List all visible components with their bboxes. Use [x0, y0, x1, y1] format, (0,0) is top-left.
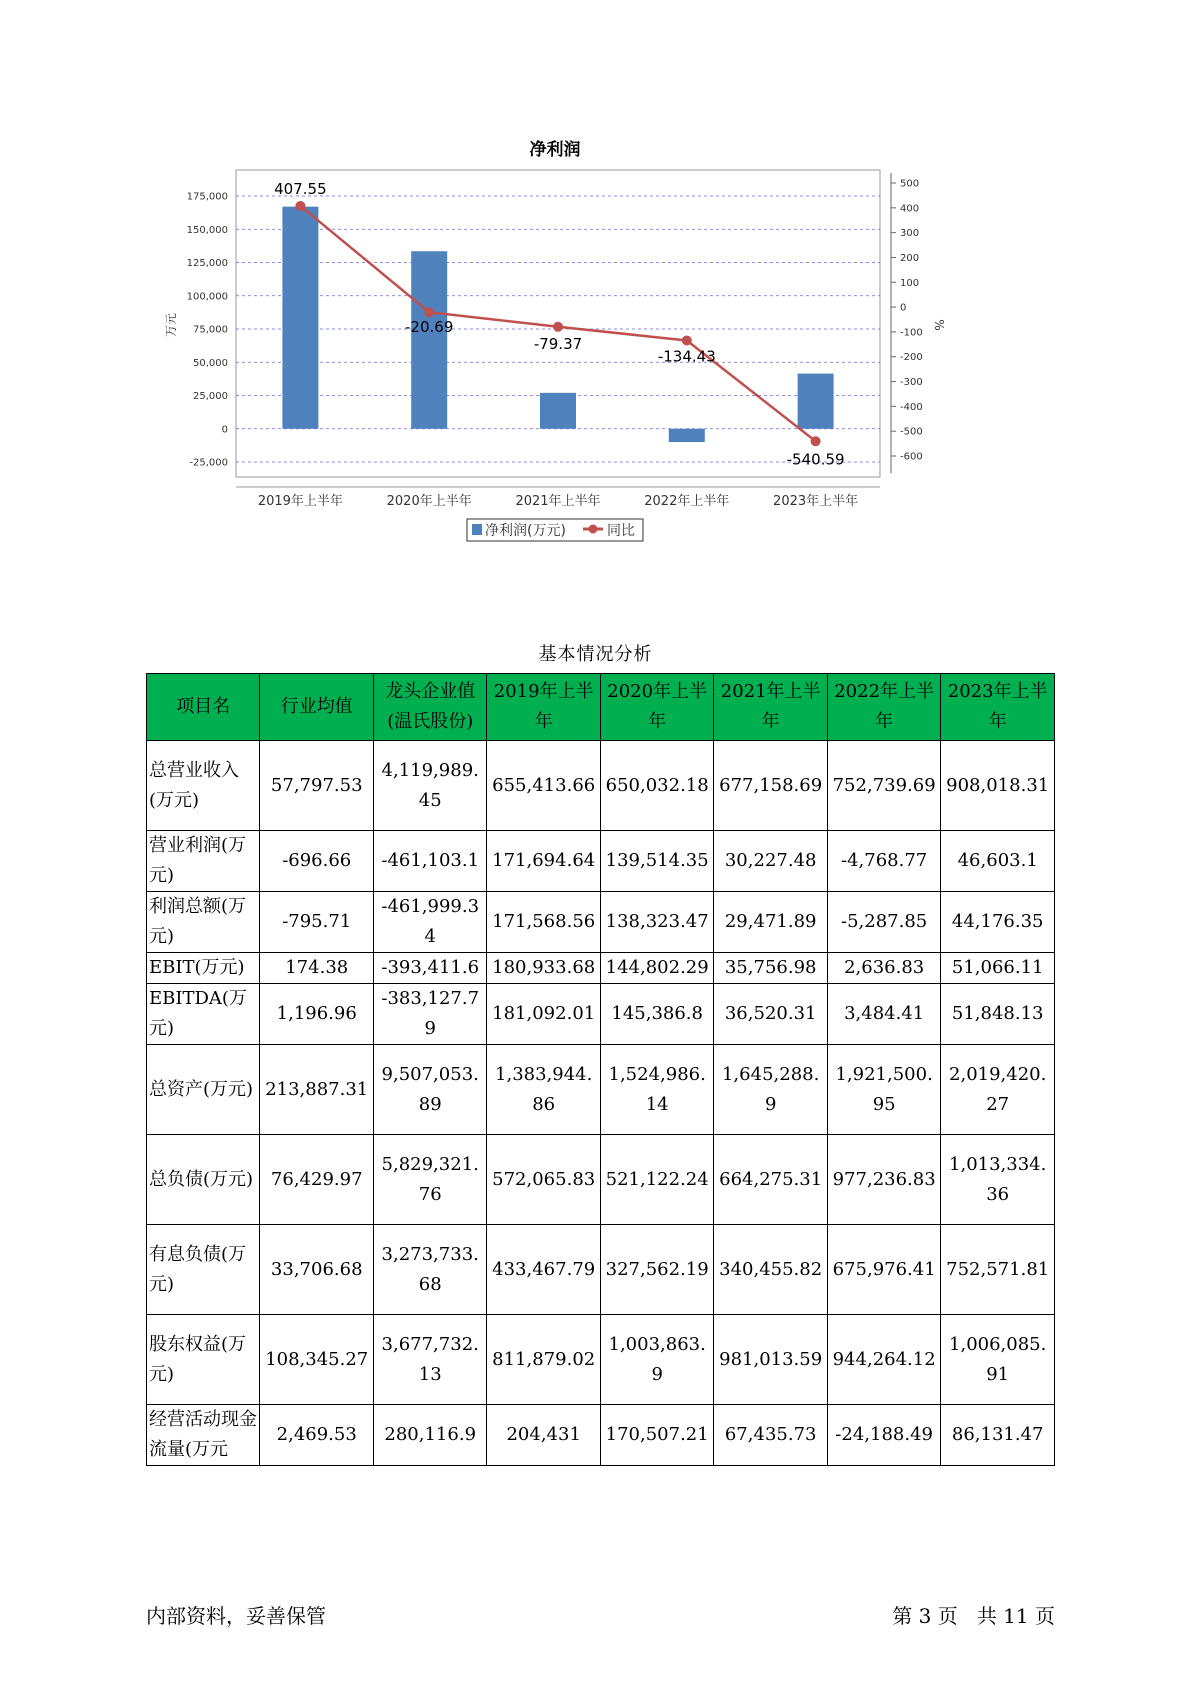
table-cell: -4,768.77: [827, 831, 940, 892]
y2-axis-label: %: [932, 319, 946, 331]
table-cell: 30,227.48: [714, 831, 827, 892]
y-tick-label: 175,000: [186, 191, 228, 203]
table-cell: 908,018.31: [941, 741, 1055, 831]
header-cell: 行业均值: [260, 674, 373, 741]
line-point: [295, 201, 305, 211]
table-cell: 1,006,085.91: [941, 1315, 1055, 1405]
table-cell: -383,127.79: [373, 984, 486, 1045]
row-label-cell: 股东权益(万元): [147, 1315, 260, 1405]
table-row: [147, 953, 1055, 984]
table-cell: 76,429.97: [260, 1135, 373, 1225]
right-axis-ticks: [891, 179, 923, 463]
table-cell: 1,013,334.36: [941, 1135, 1055, 1225]
table-cell: 138,323.47: [600, 892, 713, 953]
y-tick-label: 150,000: [186, 224, 228, 236]
header-cell: 2021年上半年: [714, 674, 827, 741]
y2-tick-label: 400: [900, 203, 920, 215]
header-cell: 2023年上半年: [941, 674, 1055, 741]
data-label: -540.59: [786, 450, 845, 469]
row-label-cell: 总营业收入(万元): [147, 741, 260, 831]
y2-tick-label: 0: [900, 302, 907, 314]
table-row: [147, 984, 1055, 1045]
y2-tick-label: 300: [900, 228, 920, 240]
data-label: -79.37: [533, 334, 583, 353]
table-cell: 340,455.82: [714, 1225, 827, 1315]
x-category-label: 2021年上半年: [515, 494, 601, 509]
table-row: [147, 1045, 1055, 1135]
table-cell: 29,471.89: [714, 892, 827, 953]
x-category-label: 2023年上半年: [773, 494, 859, 509]
table-row: [147, 741, 1055, 831]
row-label-cell: EBITDA(万元): [147, 984, 260, 1045]
table-cell: 1,383,944.86: [487, 1045, 600, 1135]
row-label-cell: 总负债(万元): [147, 1135, 260, 1225]
table-cell: 981,013.59: [714, 1315, 827, 1405]
header-cell: 龙头企业值(温氏股份): [373, 674, 486, 741]
header-cell: 项目名: [147, 674, 260, 741]
line-point: [682, 335, 692, 345]
row-label-cell: 有息负债(万元): [147, 1225, 260, 1315]
line-point: [811, 436, 821, 446]
legend-bar-label: 净利润(万元): [485, 523, 566, 539]
table-cell: 51,848.13: [941, 984, 1055, 1045]
table-cell: 677,158.69: [714, 741, 827, 831]
table-cell: 977,236.83: [827, 1135, 940, 1225]
table-cell: 811,879.02: [487, 1315, 600, 1405]
table-cell: 2,469.53: [260, 1405, 373, 1466]
table-cell: 3,677,732.13: [373, 1315, 486, 1405]
table-row: [147, 1315, 1055, 1405]
bar: [798, 374, 834, 429]
table-cell: 1,921,500.95: [827, 1045, 940, 1135]
table-row: [147, 1405, 1055, 1466]
table-cell: 3,273,733.68: [373, 1225, 486, 1315]
y-tick-label: 50,000: [193, 357, 228, 369]
line-point: [553, 322, 563, 332]
table-cell: 145,386.8: [600, 984, 713, 1045]
y2-tick-label: -100: [900, 327, 923, 339]
row-label-cell: 利润总额(万元): [147, 892, 260, 953]
header-cell: 2020年上半年: [600, 674, 713, 741]
table-cell: 36,520.31: [714, 984, 827, 1045]
table-cell: 67,435.73: [714, 1405, 827, 1466]
line-point: [424, 307, 434, 317]
table-cell: 327,562.19: [600, 1225, 713, 1315]
table-cell: 752,571.81: [941, 1225, 1055, 1315]
y-tick-label: 100,000: [186, 291, 228, 303]
table-title: 基本情况分析: [538, 644, 653, 665]
header-cell: 2019年上半年: [487, 674, 600, 741]
table-cell: 144,802.29: [600, 953, 713, 984]
y-tick-label: 0: [221, 424, 228, 436]
y2-tick-label: -500: [900, 426, 923, 438]
table-cell: 171,694.64: [487, 831, 600, 892]
x-category-label: 2022年上半年: [644, 494, 730, 509]
table-cell: 675,976.41: [827, 1225, 940, 1315]
y2-tick-label: -600: [900, 451, 923, 463]
chart-title: 净利润: [529, 140, 581, 160]
bar: [411, 251, 447, 429]
table-cell: 180,933.68: [487, 953, 600, 984]
table-cell: 86,131.47: [941, 1405, 1055, 1466]
basic-analysis-table: [146, 673, 1055, 1466]
y2-tick-label: -200: [900, 352, 923, 364]
table-cell: 57,797.53: [260, 741, 373, 831]
table-cell: 204,431: [487, 1405, 600, 1466]
y-axis-label: 万元: [164, 312, 178, 338]
table-cell: 4,119,989.45: [373, 741, 486, 831]
footer-confidential: 内部资料，妥善保管: [146, 1604, 326, 1628]
table-cell: 35,756.98: [714, 953, 827, 984]
y2-tick-label: -300: [900, 377, 923, 389]
bar: [282, 207, 318, 429]
table-cell: 2,636.83: [827, 953, 940, 984]
data-label: -20.69: [405, 318, 454, 337]
table-cell: 213,887.31: [260, 1045, 373, 1135]
table-row: [147, 1135, 1055, 1225]
table-cell: 1,003,863.9: [600, 1315, 713, 1405]
table-cell: 572,065.83: [487, 1135, 600, 1225]
table-cell: 9,507,053.89: [373, 1045, 486, 1135]
table-cell: -461,999.34: [373, 892, 486, 953]
table-cell: 1,645,288.9: [714, 1045, 827, 1135]
bar: [540, 393, 576, 429]
table-row: [147, 831, 1055, 892]
table-cell: -5,287.85: [827, 892, 940, 953]
table-cell: -795.71: [260, 892, 373, 953]
row-label-cell: 总资产(万元): [147, 1045, 260, 1135]
legend-bar-swatch: [472, 524, 482, 535]
table-cell: 433,467.79: [487, 1225, 600, 1315]
table-cell: 664,275.31: [714, 1135, 827, 1225]
x-category-label: 2019年上半年: [257, 494, 343, 509]
table-cell: 174.38: [260, 953, 373, 984]
table-cell: 33,706.68: [260, 1225, 373, 1315]
table-cell: 752,739.69: [827, 741, 940, 831]
y-tick-label: 75,000: [193, 324, 228, 336]
table-cell: 46,603.1: [941, 831, 1055, 892]
category-labels: [258, 493, 858, 509]
bar: [669, 429, 705, 442]
data-label: 407.55: [274, 179, 327, 198]
table-cell: 171,568.56: [487, 892, 600, 953]
header-cell: 2022年上半年: [827, 674, 940, 741]
table-row: [147, 1225, 1055, 1315]
y-tick-label: -25,000: [189, 457, 228, 469]
table-cell: -696.66: [260, 831, 373, 892]
table-cell: 944,264.12: [827, 1315, 940, 1405]
table-cell: 51,066.11: [941, 953, 1055, 984]
table-cell: 521,122.24: [600, 1135, 713, 1225]
table-cell: 280,116.9: [373, 1405, 486, 1466]
table-cell: 1,196.96: [260, 984, 373, 1045]
table-cell: -461,103.1: [373, 831, 486, 892]
legend-line-label: 同比: [607, 523, 635, 539]
data-label: -134.43: [657, 347, 716, 366]
table-cell: 2,019,420.27: [941, 1045, 1055, 1135]
table-cell: 170,507.21: [600, 1405, 713, 1466]
x-category-label: 2020年上半年: [386, 494, 472, 509]
legend-line-marker: [589, 525, 598, 534]
table-cell: 44,176.35: [941, 892, 1055, 953]
table-cell: 108,345.27: [260, 1315, 373, 1405]
table-row: [147, 892, 1055, 953]
y2-tick-label: 200: [900, 252, 920, 264]
row-label-cell: 经营活动现金流量(万元: [147, 1405, 260, 1466]
y2-tick-label: 500: [900, 178, 920, 190]
table-cell: 139,514.35: [600, 831, 713, 892]
table-cell: 655,413.66: [487, 741, 600, 831]
y-tick-label: 25,000: [193, 391, 228, 402]
row-label-cell: EBIT(万元): [147, 953, 260, 984]
legend: [467, 519, 643, 541]
footer-page-number: 第 3 页 共 11 页: [892, 1604, 1055, 1628]
table-cell: 5,829,321.76: [373, 1135, 486, 1225]
table-cell: 1,524,986.14: [600, 1045, 713, 1135]
net-profit-chart: [160, 135, 1060, 595]
table-cell: 181,092.01: [487, 984, 600, 1045]
table-header-row: [147, 674, 1055, 741]
left-axis-ticks: [187, 192, 228, 469]
y2-tick-label: -400: [900, 401, 923, 413]
table-cell: 650,032.18: [600, 741, 713, 831]
table-cell: -24,188.49: [827, 1405, 940, 1466]
y-tick-label: 125,000: [186, 258, 228, 269]
y2-tick-label: 100: [900, 277, 920, 289]
row-label-cell: 营业利润(万元): [147, 831, 260, 892]
table-cell: 3,484.41: [827, 984, 940, 1045]
table-cell: -393,411.6: [373, 953, 486, 984]
